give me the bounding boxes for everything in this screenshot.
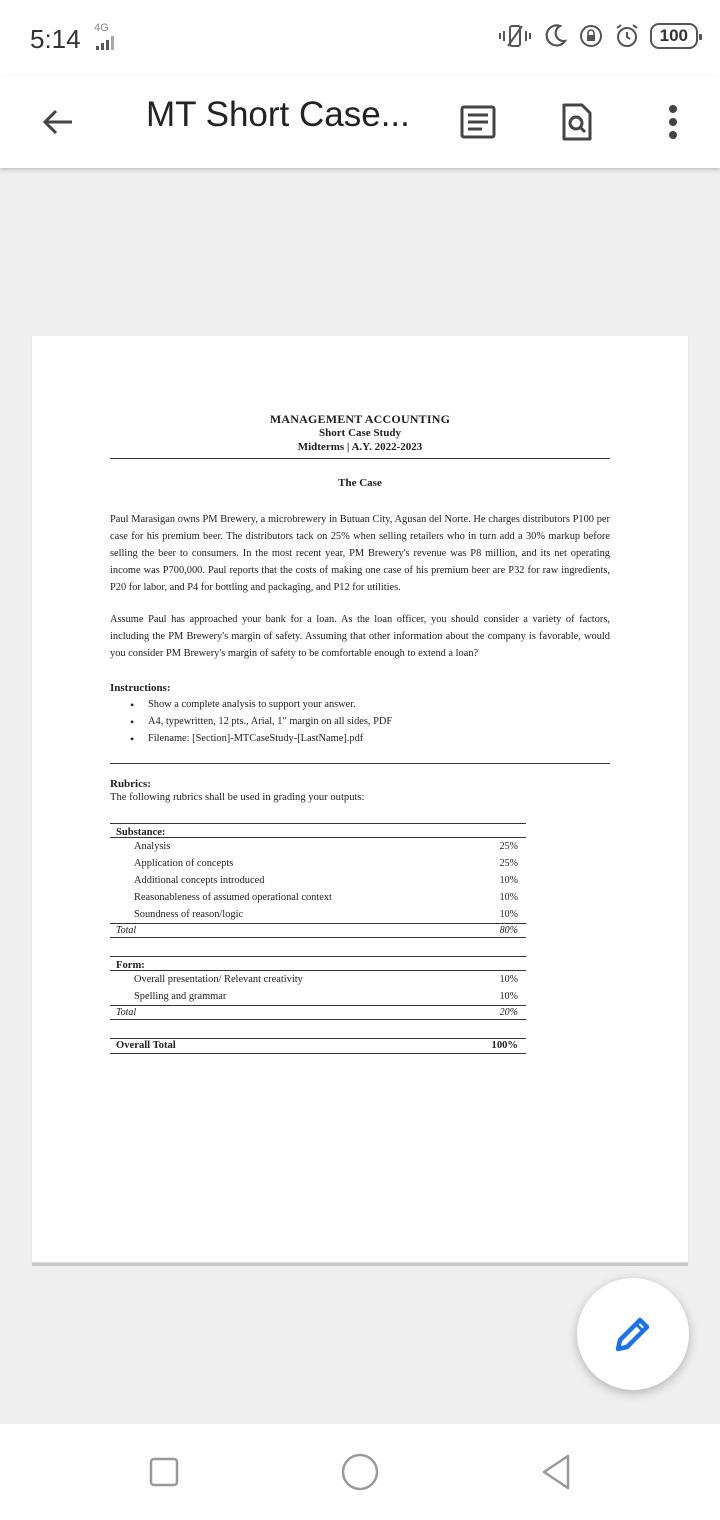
document-page[interactable]: [32, 336, 688, 1262]
network-type: 4G: [94, 22, 109, 34]
rubrics-title: Rubrics:: [110, 778, 151, 791]
status-bar: [0, 0, 720, 76]
row-label: Additional concepts introduced: [134, 875, 265, 887]
instruction-item: • Filename: [Section]-MTCaseStudy-[LastName].pdf: [110, 730, 610, 747]
nav-back-button[interactable]: [532, 1448, 580, 1496]
search-in-document-icon: [556, 102, 596, 142]
table-row: [110, 971, 526, 988]
recents-button[interactable]: [140, 1448, 188, 1496]
edit-pencil-icon: [610, 1311, 656, 1357]
instruction-item: • A4, typewritten, 12 pts., Arial, 1" margin on all sides, PDF: [110, 713, 610, 730]
substance-heading: Substance:: [110, 823, 526, 838]
search-in-document-button[interactable]: [548, 94, 604, 150]
back-triangle-icon: [538, 1452, 574, 1492]
case-paragraph-2: Assume Paul has approached your bank for a loan. As the loan officer, you should consider a variety of factors, including the PM Brewery's margin of safety. Assuming that other information about the company is favorable, would you consider PM Brewery's margin of safety to be comfortable enough to extend a loan?: [110, 613, 610, 659]
battery-indicator: 100: [650, 23, 698, 49]
rubrics-table: [110, 823, 526, 1054]
do-not-disturb-icon: [542, 23, 568, 49]
divider: [110, 763, 610, 764]
row-percent: 25%: [499, 841, 518, 853]
alarm-icon: [614, 23, 640, 49]
home-circle-icon: [340, 1452, 380, 1492]
table-row: [110, 838, 526, 855]
rubrics-description: The following rubrics shall be used in grading your outputs:: [110, 792, 365, 804]
row-label: Overall presentation/ Relevant creativity: [134, 974, 303, 986]
signal-strength-icon: [96, 36, 120, 50]
substance-total-row: [110, 923, 526, 938]
text-view-icon: [458, 102, 498, 142]
home-button[interactable]: [336, 1448, 384, 1496]
status-time: 5:14: [30, 24, 81, 54]
document-body: [110, 412, 610, 1054]
text-view-button[interactable]: [450, 94, 506, 150]
overall-total-percent: 100%: [491, 1040, 518, 1052]
document-type: Short Case Study: [319, 427, 401, 439]
row-percent: 10%: [499, 892, 518, 904]
row-percent: 10%: [499, 991, 518, 1003]
document-header: [110, 412, 610, 455]
total-label: Total: [116, 1007, 137, 1019]
row-percent: 10%: [499, 974, 518, 986]
instructions-title: Instructions:: [110, 682, 171, 694]
row-label: Application of concepts: [134, 858, 234, 870]
total-percent: 80%: [499, 925, 518, 937]
case-paragraph-1: Paul Marasigan owns PM Brewery, a microbrewery in Butuan City, Agusan del Norte. He charges distributors P100 per case for his premium beer. The distributors tack on 25% when selling retailers who in turn add a 30% markup before selling the beer to consumers. In the most recent year, PM Brewery's revenue was P8 million, and its net operating income was P700,000. Paul reports that the costs of making one case of his premium beer are P32 for raw ingredients, P20 for labor, and P4 for bottling and packaging, and P12 for utilities.: [110, 513, 610, 593]
table-row: [110, 988, 526, 1005]
row-label: Spelling and grammar: [134, 991, 227, 1003]
back-button[interactable]: [30, 94, 86, 150]
table-row: [110, 906, 526, 923]
instruction-item: • Show a complete analysis to support your answer.: [110, 696, 610, 713]
overall-total-row: [110, 1038, 526, 1054]
term-label: Midterms | A.Y. 2022-2023: [297, 440, 423, 453]
overall-total-label: Overall Total: [116, 1040, 176, 1052]
row-label: Soundness of reason/logic: [134, 909, 244, 921]
row-percent: 25%: [499, 858, 518, 870]
row-label: Reasonableness of assumed operational context: [134, 892, 332, 904]
table-row: [110, 889, 526, 906]
edit-fab-button[interactable]: [577, 1278, 689, 1390]
total-percent: 20%: [499, 1007, 518, 1019]
instructions-list: [110, 696, 610, 747]
form-heading: Form:: [110, 956, 526, 971]
table-row: [110, 855, 526, 872]
row-percent: 10%: [499, 909, 518, 921]
document-viewer[interactable]: [0, 168, 720, 1424]
app-bar: [0, 76, 720, 168]
system-nav-bar: [0, 1424, 720, 1520]
recents-square-icon: [148, 1456, 180, 1488]
form-total-row: [110, 1005, 526, 1020]
document-title: MT Short Case...: [146, 95, 410, 134]
row-percent: 10%: [499, 875, 518, 887]
page-separator: [32, 1263, 688, 1266]
more-options-button[interactable]: [645, 94, 701, 150]
more-vert-icon: [663, 102, 683, 142]
table-row: [110, 872, 526, 889]
section-title: The Case: [338, 476, 382, 489]
vibrate-icon: [498, 22, 532, 50]
lock-rotation-icon: [578, 23, 604, 49]
divider: [110, 458, 610, 459]
row-label: Analysis: [134, 841, 171, 853]
total-label: Total: [116, 925, 137, 937]
course-title: MANAGEMENT ACCOUNTING: [269, 412, 451, 426]
back-arrow-icon: [38, 102, 78, 142]
